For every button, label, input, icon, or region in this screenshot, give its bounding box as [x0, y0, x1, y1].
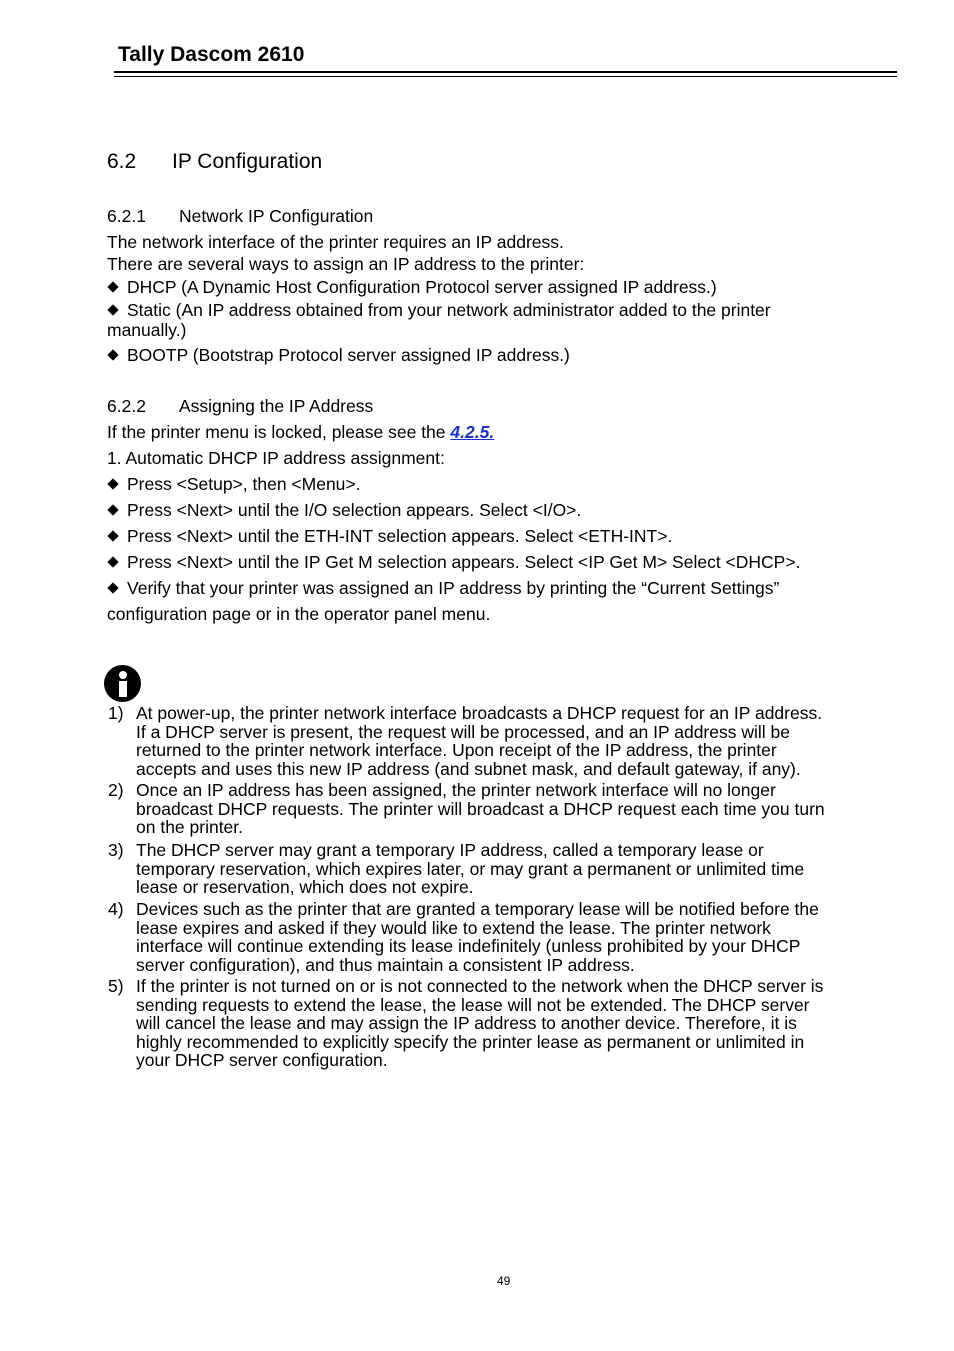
- diamond-bullet-icon: [107, 349, 118, 360]
- bullet-continuation: configuration page or in the operator panel menu.: [107, 604, 491, 624]
- bullet-item: BOOTP (Bootstrap Protocol server assigned IP address.): [109, 345, 570, 366]
- paragraph-line: The network interface of the printer requires an IP address.: [107, 232, 564, 252]
- subsection-number: 6.2.2: [107, 396, 146, 416]
- diamond-bullet-icon: [107, 556, 118, 567]
- diamond-bullet-icon: [107, 504, 118, 515]
- auto-dhcp-title: 1. Automatic DHCP IP address assignment:: [107, 448, 445, 468]
- bullet-item: Verify that your printer was assigned an IP address by printing the “Current Settings”: [109, 578, 779, 599]
- locked-menu-line: If the printer menu is locked, please see the 4.2.5.: [107, 422, 495, 442]
- section-number: 6.2: [107, 150, 137, 173]
- paragraph-line: There are several ways to assign an IP address to the printer:: [107, 254, 585, 274]
- diamond-bullet-icon: [107, 530, 118, 541]
- bullet-continuation: manually.): [107, 320, 187, 340]
- header-rule-thin: [114, 76, 897, 77]
- info-icon: [104, 665, 141, 702]
- header-rule: [114, 71, 897, 73]
- bullet-item: DHCP (A Dynamic Host Configuration Protocol server assigned IP address.): [109, 277, 717, 298]
- subsection-title: Network IP Configuration: [179, 206, 374, 226]
- diamond-bullet-icon: [107, 304, 118, 315]
- diamond-bullet-icon: [107, 478, 118, 489]
- diamond-bullet-icon: [107, 582, 118, 593]
- bullet-item: Press <Next> until the I/O selection appears. Select <I/O>.: [109, 500, 581, 521]
- subsection-title: Assigning the IP Address: [179, 396, 374, 416]
- section-link[interactable]: 4.2.5.: [450, 422, 495, 442]
- bullet-item: Static (An IP address obtained from your network administrator added to the printer: [109, 300, 771, 321]
- diamond-bullet-icon: [107, 281, 118, 292]
- bullet-item: Press <Next> until the IP Get M selection appears. Select <IP Get M> Select <DHCP>.: [109, 552, 800, 573]
- bullet-item: Press <Next> until the ETH-INT selection appears. Select <ETH-INT>.: [109, 526, 672, 547]
- document-header-title: Tally Dascom 2610: [118, 43, 305, 66]
- bullet-item: Press <Setup>, then <Menu>.: [109, 474, 361, 495]
- page-number: 49: [497, 1274, 511, 1288]
- section-title: IP Configuration: [172, 150, 323, 173]
- subsection-number: 6.2.1: [107, 206, 146, 226]
